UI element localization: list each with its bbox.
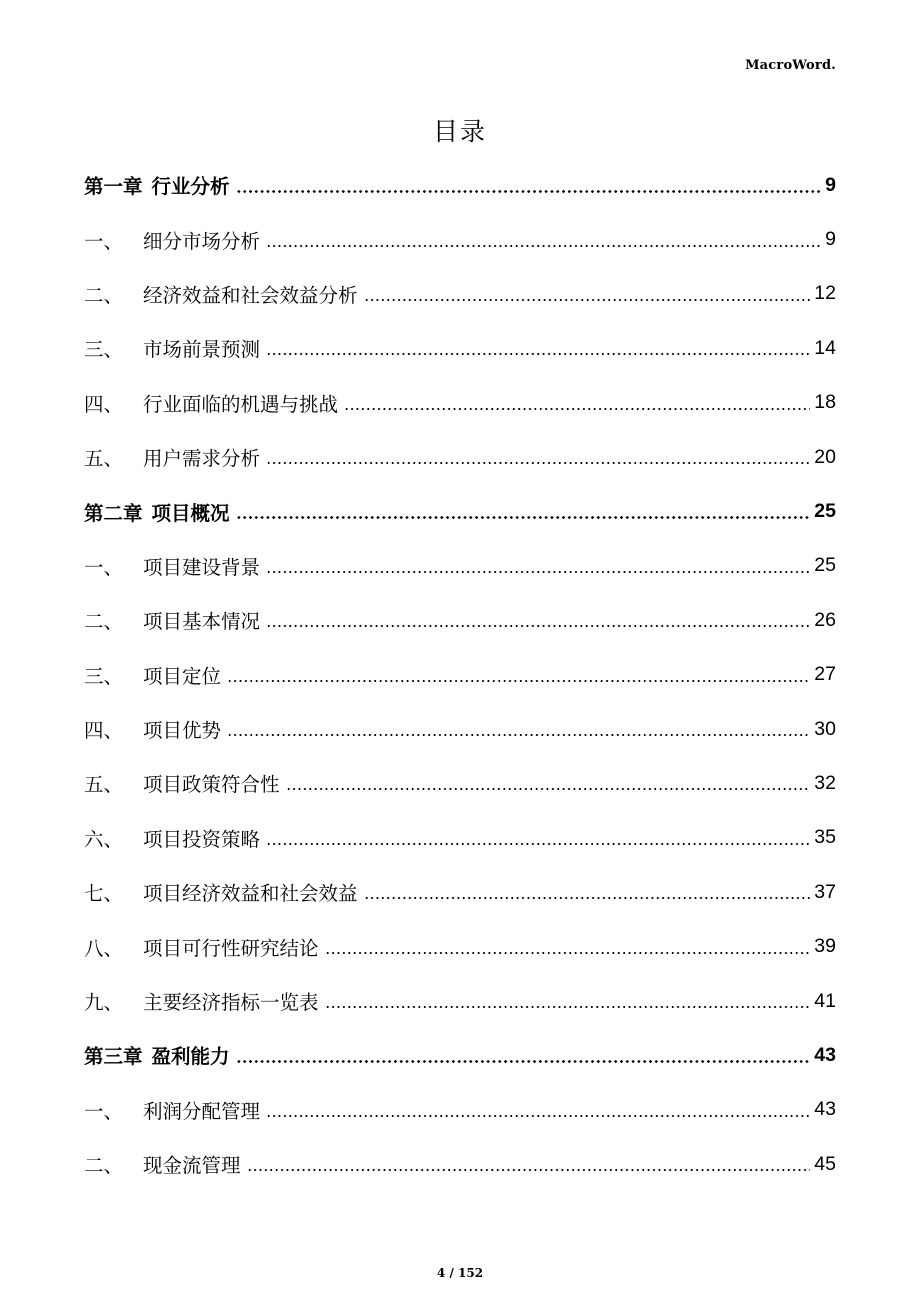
toc-entry-number: 三、	[84, 664, 124, 688]
toc-section-entry[interactable]	[84, 593, 836, 647]
toc-entry-number: 二、	[84, 610, 124, 634]
toc-entry-title: 项目优势	[143, 719, 222, 743]
toc-dot-leader	[364, 897, 811, 899]
toc-section-entry[interactable]	[84, 919, 836, 973]
toc-entry-page: 43	[814, 1043, 836, 1066]
toc-dot-leader	[266, 571, 810, 573]
toc-dot-leader	[227, 680, 810, 682]
toc-chapter-entry[interactable]	[84, 484, 836, 538]
toc-entry-number: 六、	[84, 827, 124, 851]
toc-entry-title: 主要经济指标一览表	[143, 991, 319, 1015]
toc-entry-title: 项目基本情况	[143, 610, 261, 634]
toc-entry-page: 39	[814, 935, 836, 958]
toc-entry-number: 第三章	[84, 1045, 143, 1069]
toc-section-entry[interactable]	[84, 648, 836, 702]
toc-entry-title: 项目可行性研究结论	[143, 936, 319, 960]
toc-entry-number: 九、	[84, 991, 124, 1015]
toc-entry-page: 25	[814, 554, 836, 577]
toc-entry-number: 第二章	[84, 501, 143, 525]
toc-entry-title: 项目建设背景	[143, 555, 261, 579]
toc-entry-page: 37	[814, 880, 836, 903]
toc-dot-leader	[325, 1006, 811, 1008]
toc-entry-title: 项目定位	[143, 664, 222, 688]
page-indicator: 4 / 152	[436, 1266, 484, 1280]
toc-entry-title: 行业分析	[151, 175, 230, 199]
toc-section-entry[interactable]	[84, 267, 836, 321]
toc-dot-leader	[325, 952, 811, 954]
toc-entry-number: 一、	[84, 1099, 124, 1123]
toc-list	[84, 158, 836, 1191]
toc-dot-leader	[266, 625, 810, 627]
toc-entry-title: 项目投资策略	[143, 827, 261, 851]
toc-section-entry[interactable]	[84, 212, 836, 266]
header-brand: MacroWord.	[745, 58, 836, 73]
toc-entry-page: 26	[814, 608, 836, 631]
toc-dot-leader	[227, 734, 810, 736]
toc-entry-number: 五、	[84, 447, 124, 471]
toc-section-entry[interactable]	[84, 1137, 836, 1191]
toc-entry-page: 35	[814, 826, 836, 849]
toc-entry-page: 9	[825, 173, 836, 196]
toc-section-entry[interactable]	[84, 376, 836, 430]
toc-entry-page: 14	[814, 336, 836, 359]
toc-entry-number: 第一章	[84, 175, 143, 199]
toc-entry-number: 八、	[84, 936, 124, 960]
toc-entry-title: 盈利能力	[151, 1045, 230, 1069]
toc-entry-page: 32	[814, 771, 836, 794]
toc-entry-page: 25	[814, 500, 836, 523]
toc-entry-title: 市场前景预测	[143, 338, 261, 362]
toc-dot-leader	[344, 408, 810, 410]
toc-section-entry[interactable]	[84, 974, 836, 1028]
toc-dot-leader	[236, 516, 811, 519]
toc-section-entry[interactable]	[84, 1083, 836, 1137]
toc-entry-title: 用户需求分析	[143, 447, 261, 471]
toc-section-entry[interactable]	[84, 865, 836, 919]
toc-entry-number: 三、	[84, 338, 124, 362]
toc-section-entry[interactable]	[84, 811, 836, 865]
toc-entry-page: 41	[814, 989, 836, 1012]
toc-entry-page: 12	[814, 282, 836, 305]
toc-entry-title: 项目经济效益和社会效益	[143, 882, 358, 906]
toc-entry-title: 项目概况	[151, 501, 230, 525]
toc-title: 目录	[432, 117, 487, 146]
toc-entry-number: 一、	[84, 555, 124, 579]
toc-section-entry[interactable]	[84, 539, 836, 593]
toc-entry-number: 二、	[84, 1154, 124, 1178]
toc-entry-number: 一、	[84, 229, 124, 253]
toc-entry-page: 43	[814, 1098, 836, 1121]
toc-dot-leader	[266, 245, 821, 247]
toc-entry-number: 五、	[84, 773, 124, 797]
toc-chapter-entry[interactable]	[84, 158, 836, 212]
toc-dot-leader	[236, 190, 822, 193]
toc-entry-title: 项目政策符合性	[143, 773, 280, 797]
toc-entry-page: 45	[814, 1152, 836, 1175]
toc-entry-title: 经济效益和社会效益分析	[143, 283, 358, 307]
toc-dot-leader	[236, 1060, 811, 1063]
toc-section-entry[interactable]	[84, 430, 836, 484]
toc-dot-leader	[286, 788, 811, 790]
toc-dot-leader	[266, 843, 810, 845]
toc-dot-leader	[364, 299, 811, 301]
toc-entry-page: 18	[814, 391, 836, 414]
toc-entry-number: 四、	[84, 719, 124, 743]
toc-entry-number: 七、	[84, 882, 124, 906]
toc-entry-number: 四、	[84, 392, 124, 416]
toc-entry-page: 20	[814, 445, 836, 468]
toc-entry-title: 利润分配管理	[143, 1099, 261, 1123]
toc-section-entry[interactable]	[84, 321, 836, 375]
toc-entry-title: 现金流管理	[143, 1154, 241, 1178]
toc-entry-page: 27	[814, 663, 836, 686]
toc-entry-page: 30	[814, 717, 836, 740]
toc-entry-number: 二、	[84, 283, 124, 307]
toc-dot-leader	[266, 462, 810, 464]
toc-entry-title: 行业面临的机遇与挑战	[143, 392, 339, 416]
toc-entry-page: 9	[825, 228, 836, 251]
toc-chapter-entry[interactable]	[84, 1028, 836, 1082]
toc-section-entry[interactable]	[84, 756, 836, 810]
toc-dot-leader	[266, 1115, 810, 1117]
toc-dot-leader	[247, 1169, 811, 1171]
toc-dot-leader	[266, 353, 810, 355]
toc-entry-title: 细分市场分析	[143, 229, 261, 253]
toc-section-entry[interactable]	[84, 702, 836, 756]
